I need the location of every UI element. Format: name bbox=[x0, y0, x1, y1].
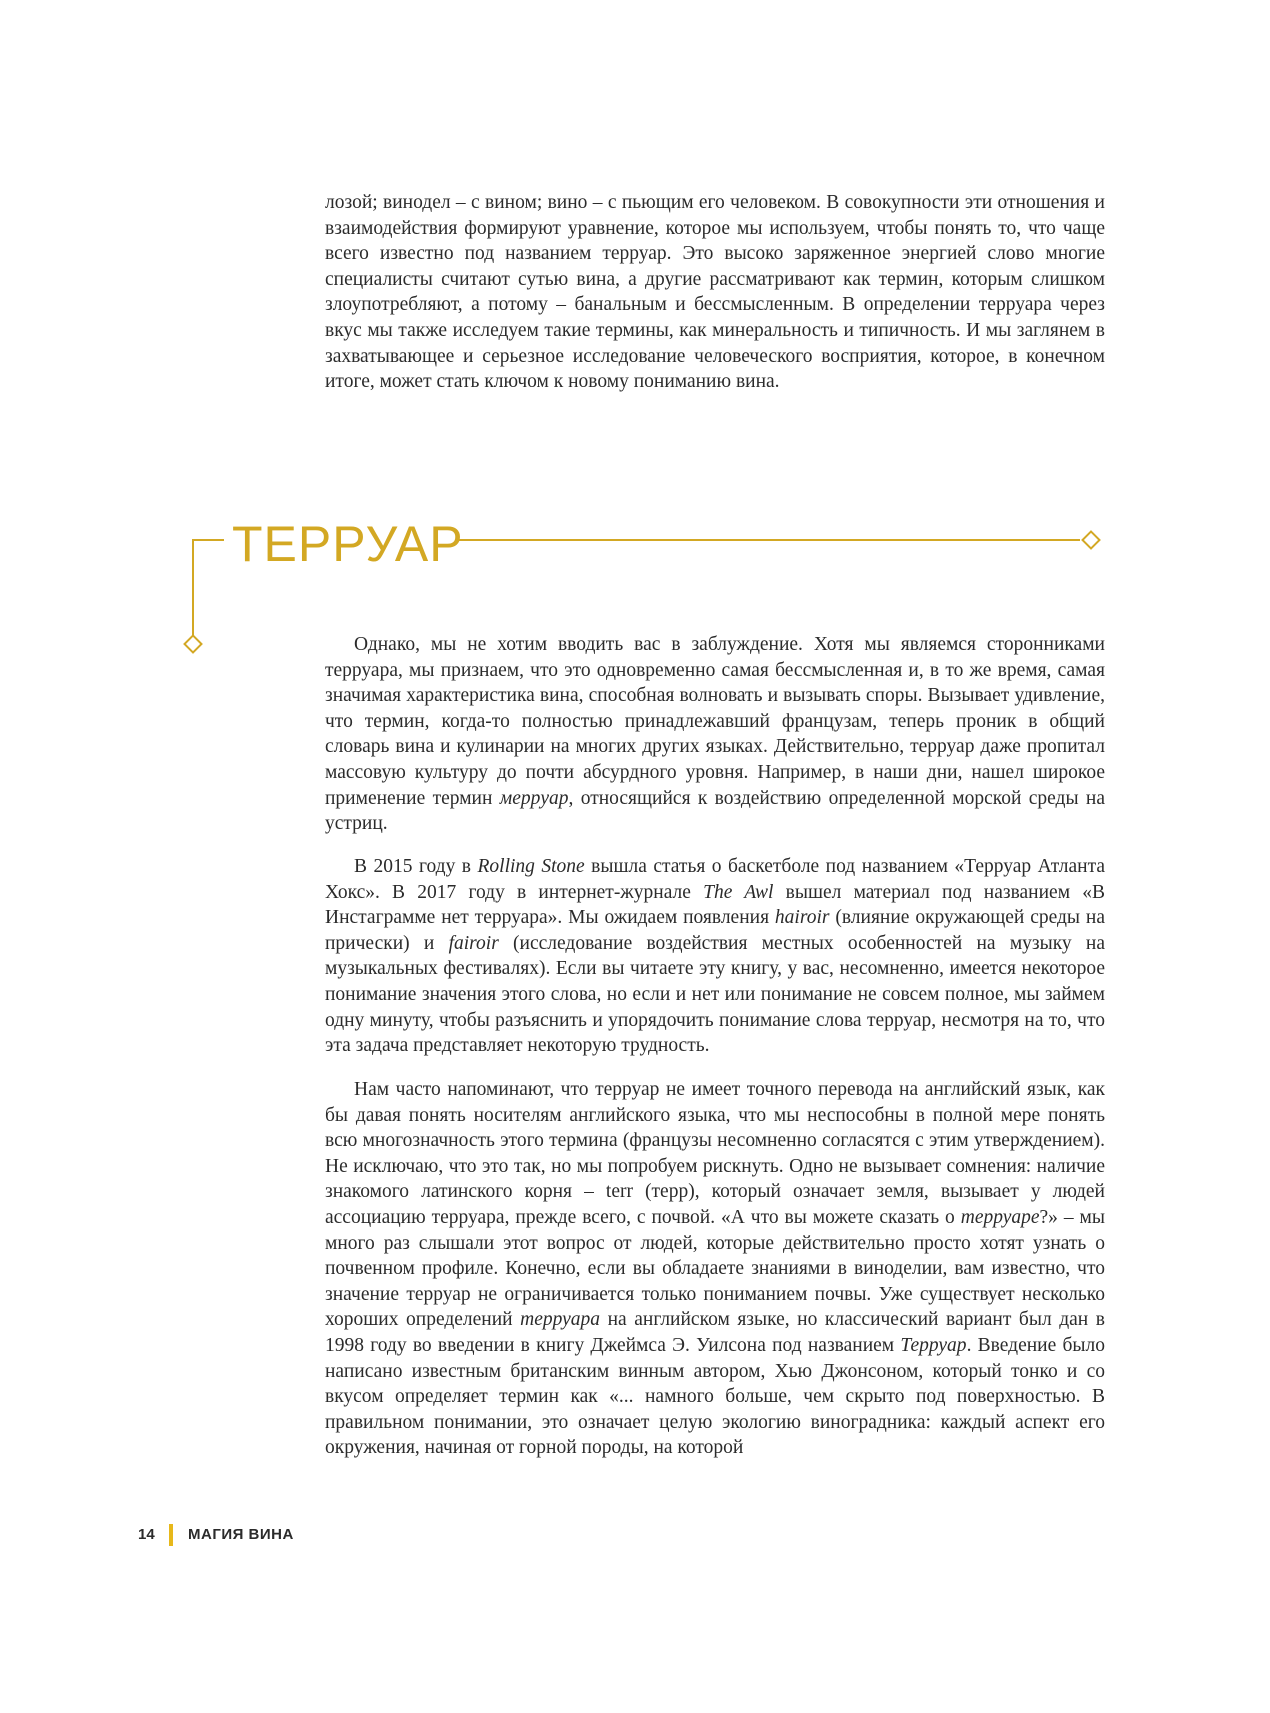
paragraph-3: Нам часто напоминают, что терруар не имеет точного перевода на английский язык, как бы давая понять носителям английского языка, что мы неспособны в полной мере понять всю многозначность этого термина (французы несомненно согласятся с этим утверждением). Не исключаю, что это так, но мы попробуем рискнуть. Одно не вызывает сомнения: наличие знакомого латинского корня – terr (терр), который означает земля, вызывает у людей ассоциацию терруара, прежде всего, с почвой. «А что вы можете сказать о терруаре?» – мы много раз слышали этот вопрос от людей, которые действительно просто хотят узнать о почвенном профиле. Конечно, если вы обладаете знаниями в виноделии, вам известно, что значение терруар не ограничивается только пониманием почвы. Уже существует несколько хороших определений терруара на английском языке, но классический вариант был дан в 1998 году во введении в книгу Джеймса Э. Уилсона под названием Терруар. Введение было написано известным британским винным автором, Хью Джонсоном, который тонко и со вкусом определяет термин как «... намного больше, чем скрыто под поверхностью. В правильном понимании, это означает целую экологию виноградника: каждый аспект его окружения, начиная от горной породы, на которой bbox=[325, 1079, 1105, 1459]
running-title: МАГИЯ ВИНА bbox=[188, 1526, 294, 1543]
paragraph-2: В 2015 году в Rolling Stone вышла статья о баскетболе под названием «Терруар Атланта Хокс». В 2017 году в интернет-журнале The Awl вышел материал под названием «В Инстаграмме нет терруара». Мы ожидаем появления hairoir (влияние окружающей среды на прически) и fairoir (исследование воздействия местных особенностей на музыку на музыкальных фестивалях). Если вы читаете эту книгу, у вас, несомненно, имеется некоторое понимание значения этого слова, но если и нет или понимание не совсем полное, мы займем одну минуту, чтобы разъяснить и упорядочить понимание слова терруар, несмотря на то, что эта задача представляет некоторую трудность. bbox=[325, 856, 1106, 1057]
section-title: ТЕРРУАР bbox=[232, 516, 464, 572]
footer-divider-bar bbox=[169, 1524, 173, 1546]
diamond-bottom-left-icon bbox=[185, 636, 202, 653]
page-number: 14 bbox=[138, 1526, 155, 1543]
intro-paragraph: лозой; винодел – с вином; вино – с пьющим его человеком. В совокупности эти отношения и взаимодействия формируют уравнение, которое мы используем, чтобы понять то, что чаще всего известно под названием терруар. Это высоко заряженное энергией слово многие специалисты считают сутью вина, а другие рассматривают как термин, которым слишком злоупотребляют, а потому – банальным и бессмысленным. В определении терруара через вкус мы также исследуем такие термины, как минеральность и типичность. И мы заглянем в захватывающее и серьезное исследование человеческого восприятия, которое, в конечном итоге, может стать ключом к новому пониманию вина. bbox=[325, 192, 1105, 393]
paragraph-1: Однако, мы не хотим вводить вас в заблуждение. Хотя мы являемся сторонниками терруара, мы признаем, что это одновременно самая бессмысленная и, в то же время, самая значимая характеристика вина, способная волновать и вызывать споры. Вызывает удивление, что термин, когда-то полностью принадлежавший французам, теперь проник в общий словарь вина и кулинарии на многих других языках. Действительно, терруар даже пропитал массовую культуру до почти абсурдного уровня. Например, в наши дни, нашел широкое применение термин меррyар, относящийся к воздействию определенной морской среды на устриц. bbox=[325, 634, 1106, 835]
diamond-top-right-icon bbox=[1083, 532, 1100, 549]
